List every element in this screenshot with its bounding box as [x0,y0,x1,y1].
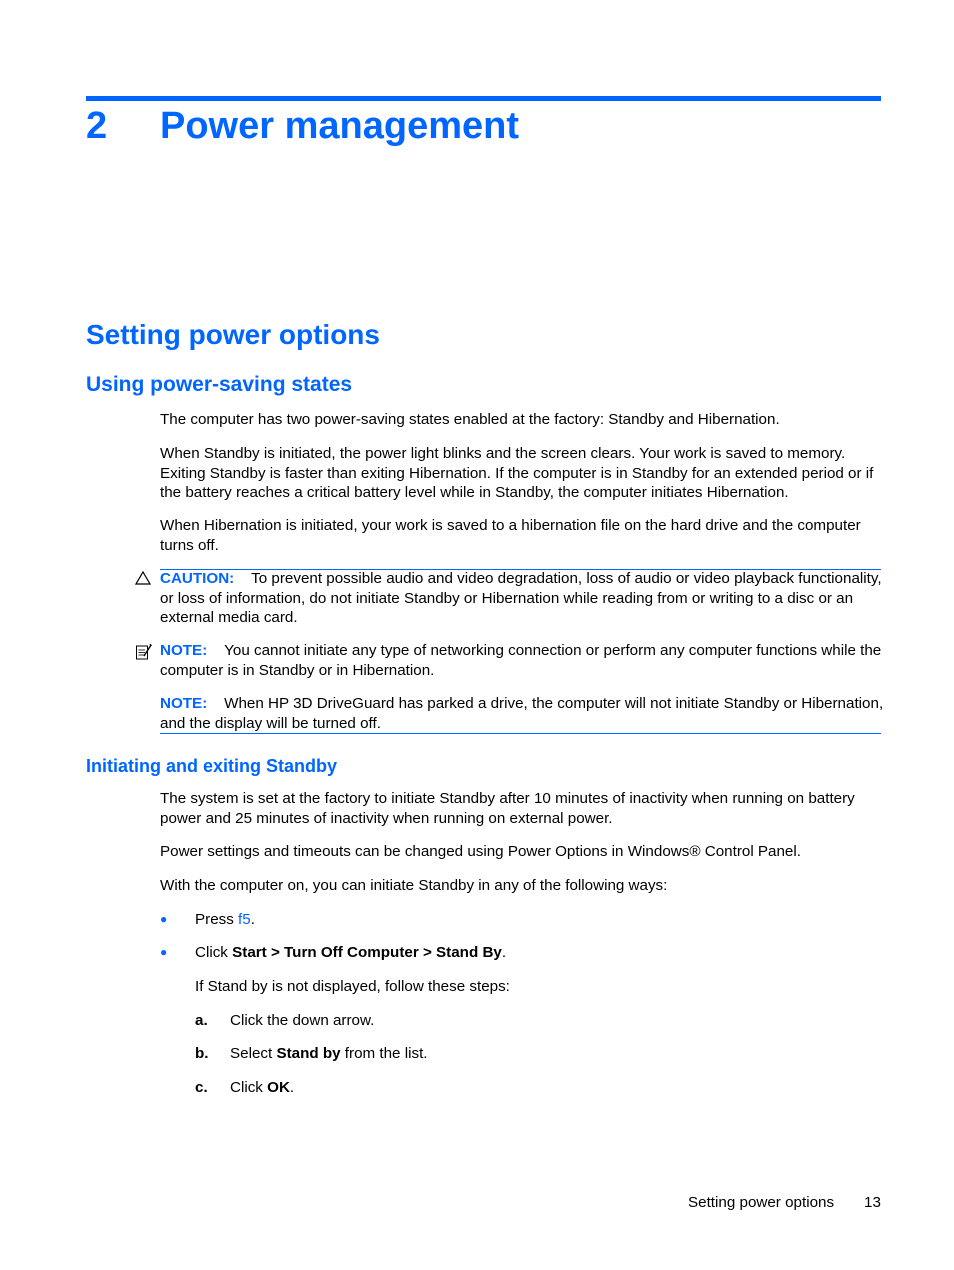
step-text-c [230,1078,294,1098]
step-text-b [230,1044,428,1064]
subsection-title-standby: Initiating and exiting Standby [86,756,338,776]
note-bottom-rule [160,733,881,734]
list-item-click-start [195,943,506,963]
step-marker-a: a. [195,1012,208,1029]
step-text: Select [230,1045,277,1062]
list-item-press-f5 [195,910,255,930]
section-title: Setting power options [86,319,380,350]
footer-section-title: Setting power options [688,1194,835,1211]
paragraph-hibernation: When Hibernation is initiated, your work is saved to a hibernation file on the hard drive and the computer turns off. [160,517,861,554]
key-f5: f5 [238,911,251,928]
list-item-suffix: . [501,944,507,961]
note-text-2: When HP 3D DriveGuard has parked a drive, the computer will not initiate Standby or Hibernation, and the display will be turned off. [160,695,884,732]
step-marker-b: b. [195,1045,209,1062]
note-block-2 [160,694,885,733]
list-item-text: Press [195,911,239,928]
note-label-2: NOTE: [160,695,208,712]
paragraph-power-settings: Power settings and timeouts can be changed using Power Options in Windows® Control Panel. [160,843,801,860]
paragraph-ways: With the computer on, you can initiate Standby in any of the following ways: [160,877,668,894]
subsection-title-power-saving: Using power-saving states [86,373,353,396]
step-marker-c: c. [195,1079,208,1096]
bullet-icon: ● [160,945,168,959]
step-text: Click the down arrow. [230,1012,375,1029]
page-number: 13 [864,1194,881,1211]
caution-triangle-icon [135,571,151,585]
caution-text: To prevent possible audio and video degradation, loss of audio or video playback functionality, or loss of information, do not initiate Standby or Hibernation while reading from or writing to a disc or an external media card. [160,570,882,626]
list-item-text: Click [195,944,233,961]
paragraph-standby-timeout: The system is set at the factory to initiate Standby after 10 minutes of inactivity when running on battery power and 25 minutes of inactivity when running on external power. [160,790,855,827]
list-item-suffix: . [250,911,255,928]
caution-label: CAUTION: [160,570,235,587]
step-text-a [230,1011,374,1031]
bullet-icon: ● [160,912,168,926]
chapter-number: 2 [86,105,108,147]
paragraph-standby: When Standby is initiated, the power light blinks and the screen clears. Your work is saved to memory. Exiting Standby is faster than exiting Hibernation. If the computer is in Standby for an extended period or if the battery reaches a critical battery level while in Standby, the computer initiates Hibernation. [160,445,874,501]
chapter-title: Power management [160,105,519,147]
caution-block [160,569,885,628]
note-block-1 [160,641,885,680]
list-followup: If Stand by is not displayed, follow these steps: [195,978,510,995]
note-pencil-icon [135,643,153,661]
note-label-1: NOTE: [160,642,208,659]
chapter-rule [86,96,881,101]
step-suffix: . [289,1079,295,1096]
menu-path: Start > Turn Off Computer > Stand By [232,944,502,961]
step-bold: Stand by [276,1045,341,1062]
step-suffix: from the list. [340,1045,428,1062]
step-text: Click [230,1079,268,1096]
step-bold: OK [267,1079,290,1096]
note-text-1: You cannot initiate any type of networking connection or perform any computer functions while the computer is in Standby or in Hibernation. [160,642,882,679]
paragraph-intro: The computer has two power-saving states enabled at the factory: Standby and Hibernation. [160,411,780,428]
